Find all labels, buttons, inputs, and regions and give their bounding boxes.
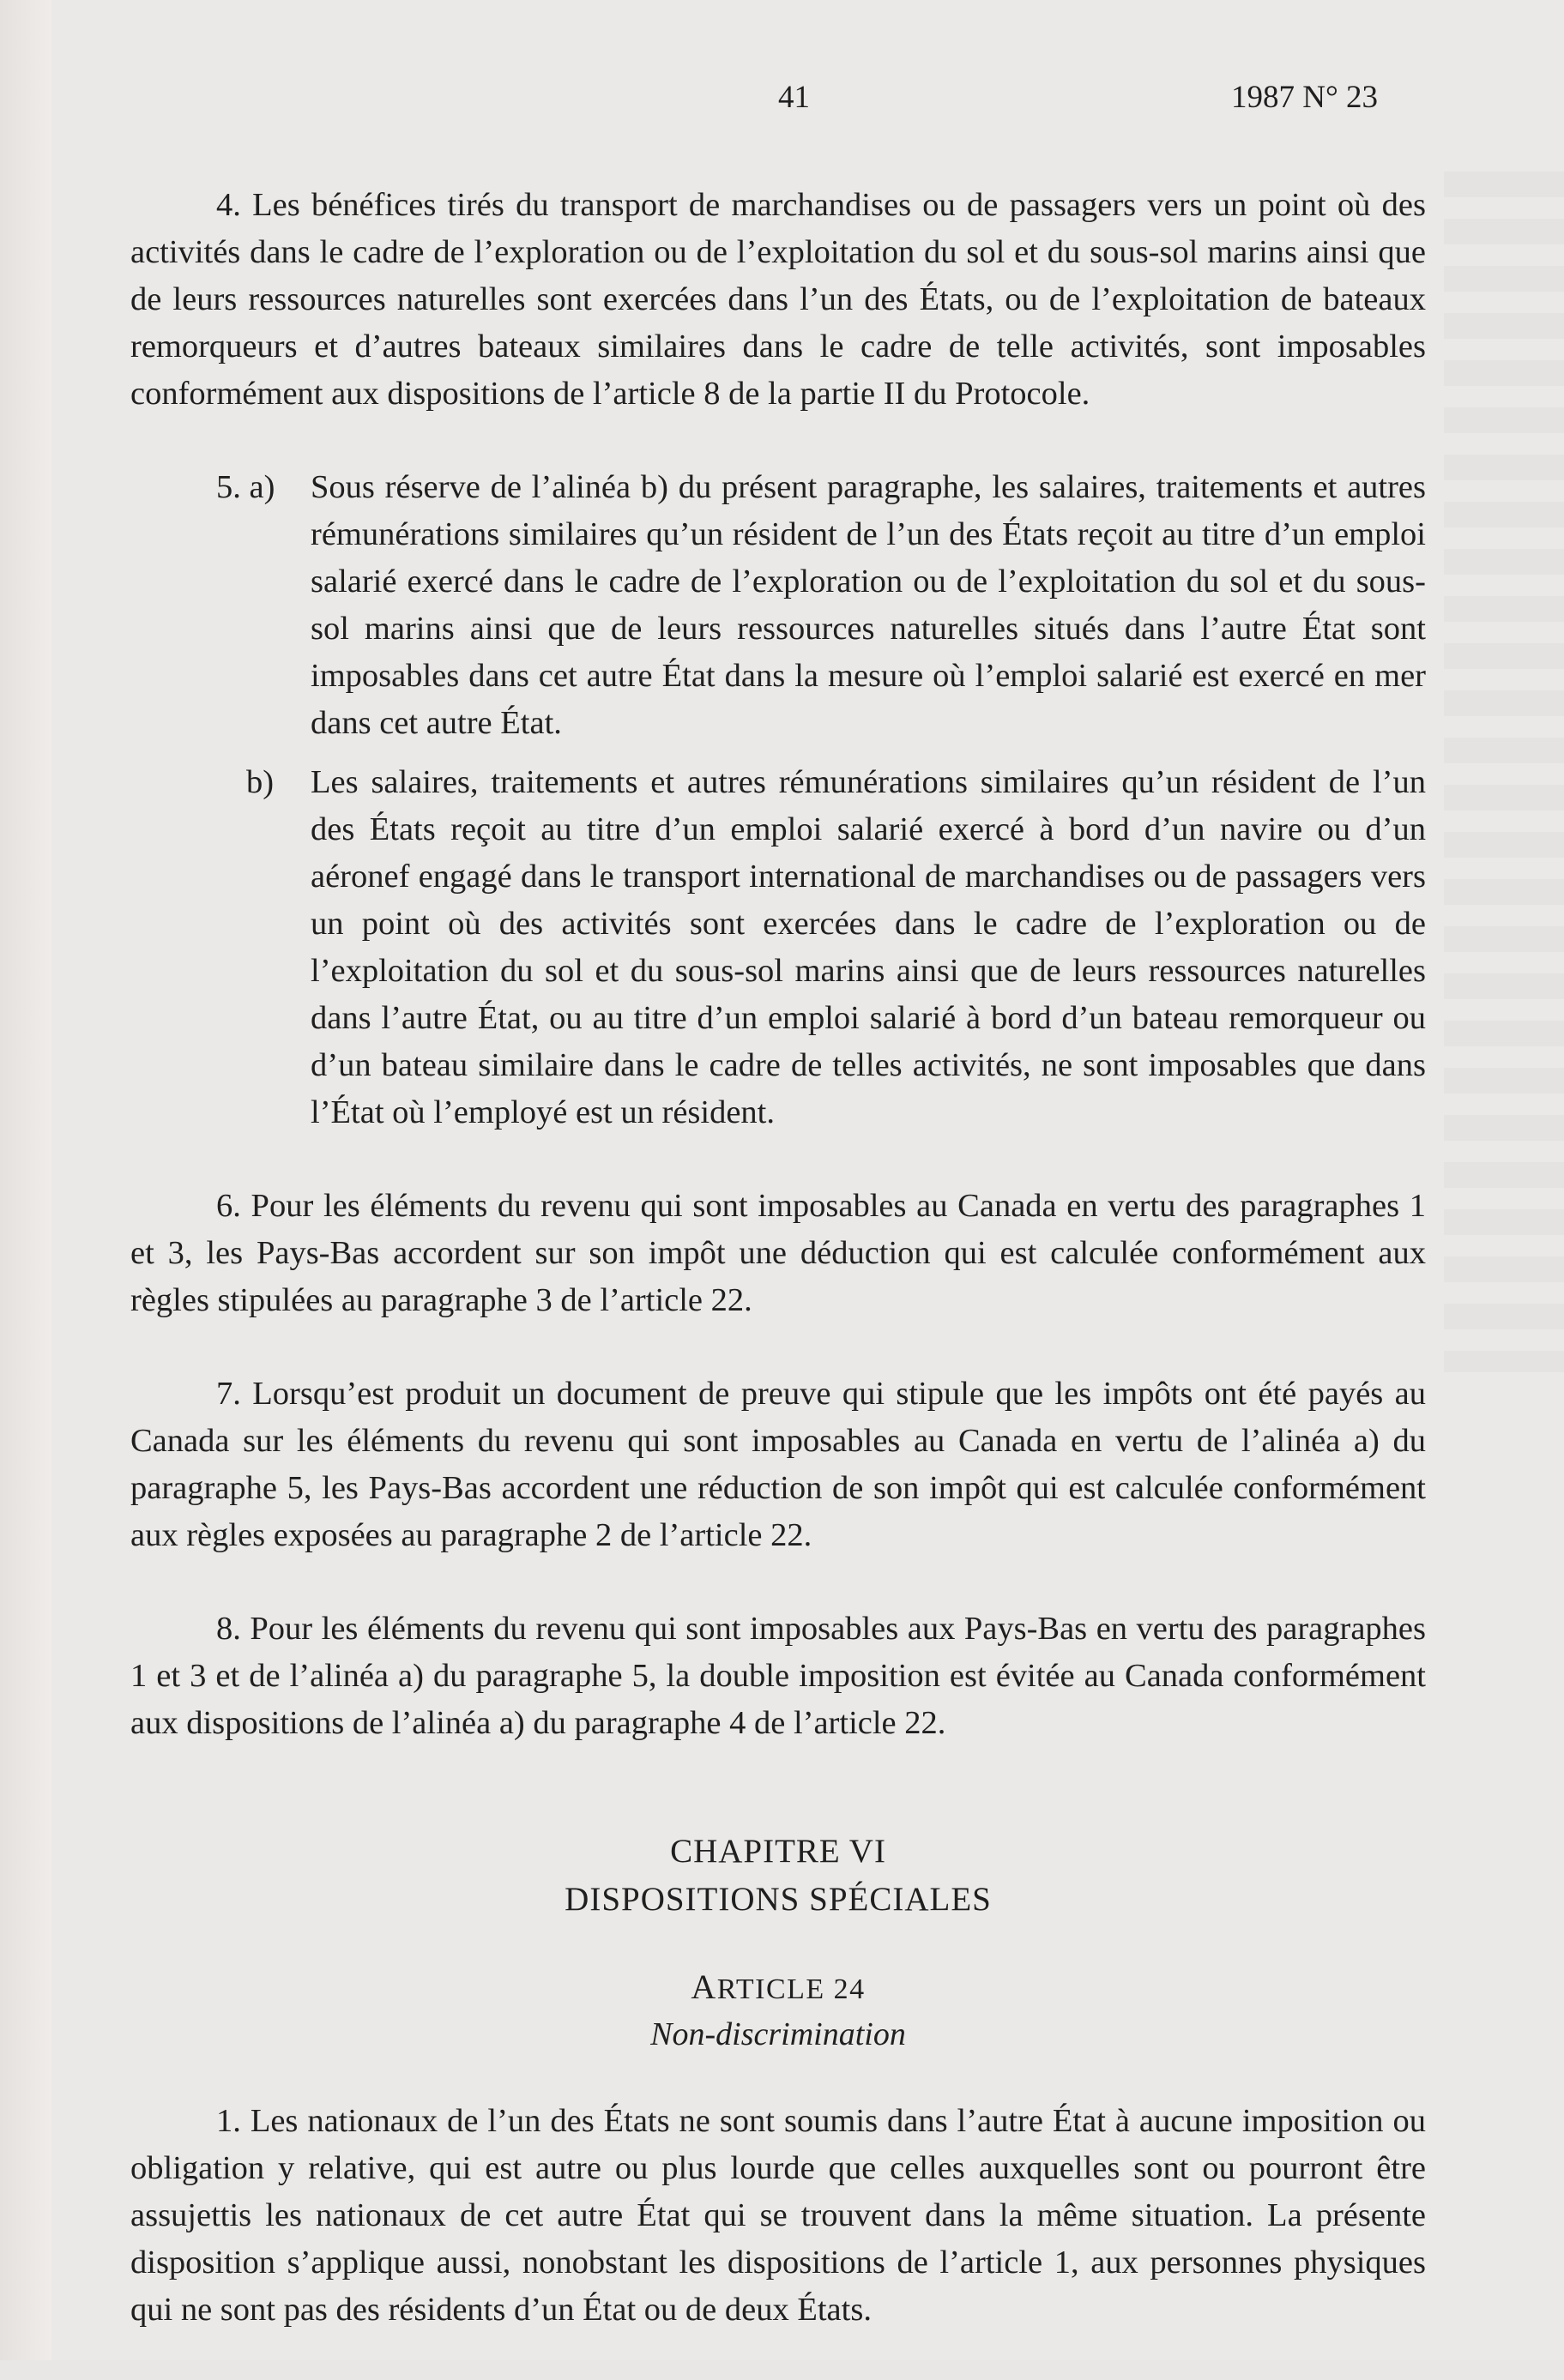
article-24-paragraph-1: 1. Les nationaux de l’un des États ne sont soumis dans l’autre État à aucune imposition ou obligation y relative, qui est autre ou plus lourde que celles auxquelles sont ou pourront être assujettis les nationaux de cet autre État qui se trouvent dans la même situation. La présente disposition s’applique aussi, nonobstant les dispositions de l’article 1, aux personnes physiques qui ne sont pas des résidents d’un État ou de deux États. [130,2103,1426,2328]
page-number: 41 [778,80,810,115]
article-title [130,1965,1426,2012]
paragraph-4: 4. Les bénéfices tirés du transport de marchandises ou de passagers vers un point où des activités dans le cadre de l’exploration ou de l’exploitation du sol et du sous-sol marins ainsi que de leurs ressources naturelles sont exercées dans l’un des États, ou de l’exploitation de bateaux remorqueurs et d’autres bateaux similaires dans le cadre de telle activités, sont imposables conformément aux dispositions de l’article 8 de la partie II du Protocole. [130,187,1426,412]
document-page [51,0,1564,2360]
paragraph-5a-text: Sous réserve de l’alinéa b) du présent paragraphe, les salaires, traitements et autres rémunérations similaires qu’un résident de l’un des États reçoit au titre d’un emploi salarié exercé dans le cadre de l’exploration ou de l’exploitation du sol et du sous-sol marins ainsi que de leurs ressources naturelles situés dans l’autre État sont imposables dans cet autre État dans la mesure où l’emploi salarié est exercé en mer dans cet autre État. [311,469,1426,741]
article-subtitle: Non-discrimination [650,2016,906,2052]
article-title-rest: RTICLE 24 [716,1973,866,2005]
paragraph-5b-text: Les salaires, traitements et autres rémunérations similaires qu’un résident de l’un des États reçoit au titre d’un emploi salarié exercé à bord d’un navire ou d’un aéronef engagé dans le transport international de marchandises ou de passagers vers un point où des activités sont exercées dans le cadre de l’exploration ou de l’exploitation du sol et du sous-sol marins ainsi que de leurs ressources naturelles dans l’autre État, ou au titre d’un emploi salarié à bord d’un bateau remorqueur ou d’un bateau similaire dans le cadre de telles activités, ne sont imposables que dans l’État où l’employé est un résident. [311,764,1426,1130]
paragraph-7: 7. Lorsqu’est produit un document de preuve qui stipule que les impôts ont été payés au Canada sur les éléments du revenu qui sont imposables au Canada en vertu de l’alinéa a) du paragraphe 5, les Pays-Bas accordent une réduction de son impôt qui est calculée conformément aux règles exposées au paragraphe 2 de l’article 22. [130,1376,1426,1553]
paragraph-5b-label: b) [246,764,275,800]
chapter-title: DISPOSITIONS SPÉCIALES [565,1881,992,1918]
paragraph-5 [130,464,1426,1136]
paragraph-5a-label: 5. a) [216,469,275,505]
paragraph-6: 6. Pour les éléments du revenu qui sont imposables au Canada en vertu des paragraphes 1 et 3, les Pays-Bas accordent sur son impôt une déduction qui est calculée conformément aux règles stipulées au paragraphe 3 de l’article 22. [130,1188,1426,1318]
chapter-number: CHAPITRE VI [670,1833,886,1870]
page-binding-edge [0,0,51,2360]
show-through-shadow [1444,172,1564,1372]
paragraph-5a [130,464,1426,747]
paragraph-5b [130,759,1426,1136]
article-title-initial: A [691,1967,717,2006]
document-body [130,182,1426,2380]
page-header [51,79,1564,130]
issue-reference: 1987 N° 23 [1231,80,1379,115]
paragraph-8: 8. Pour les éléments du revenu qui sont imposables aux Pays-Bas en vertu des paragraphes 1 et 3 et de l’alinéa a) du paragraphe 5, la double imposition est évitée au Canada conformément aux dispositions de l’alinéa a) du paragraphe 4 de l’article 22. [130,1611,1426,1741]
